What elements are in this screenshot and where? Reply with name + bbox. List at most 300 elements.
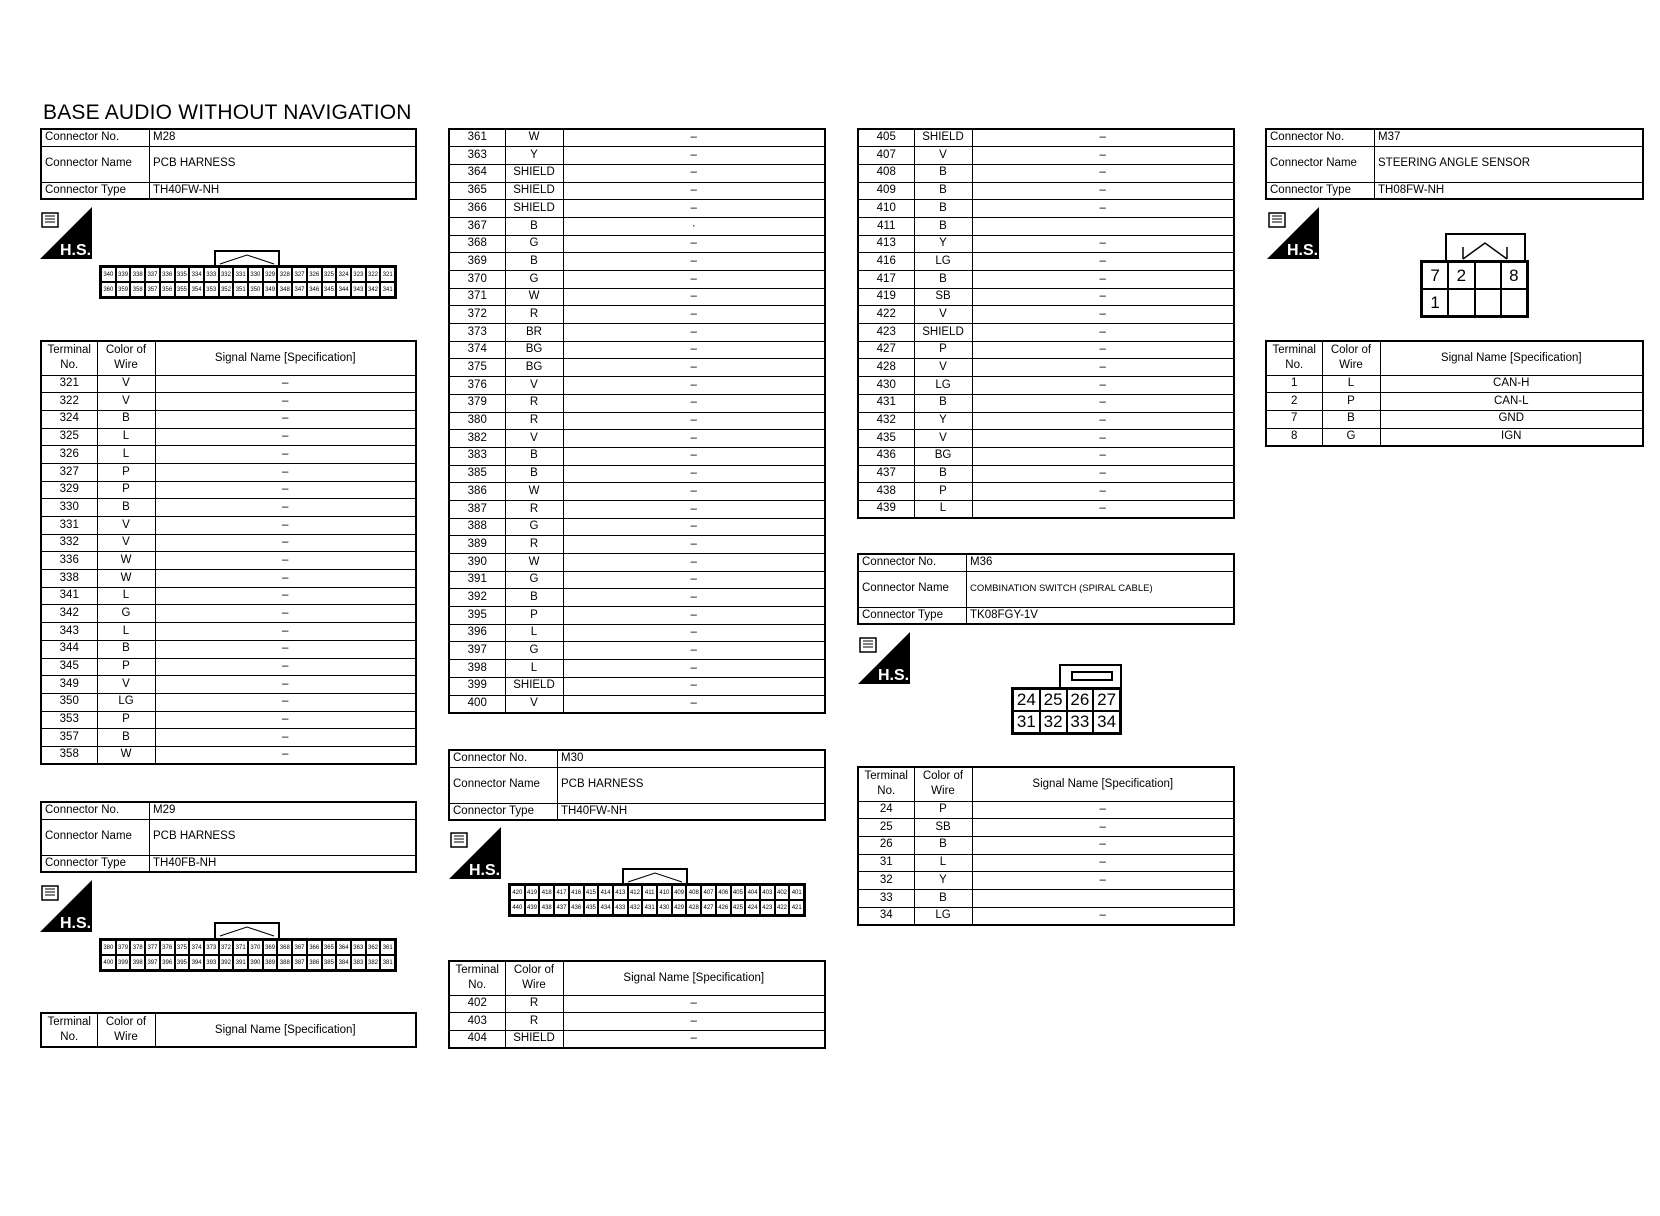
table-row <box>449 660 825 678</box>
connector-name-value: PCB HARNESS <box>150 146 417 182</box>
pin-cavity: 419 <box>525 885 540 900</box>
pin-table-m28 <box>40 340 417 765</box>
table-row <box>41 499 416 517</box>
signal-name-cell: – <box>972 147 1234 165</box>
pin-cavity: 372 <box>219 940 234 955</box>
table-row <box>1266 375 1643 393</box>
table-row <box>449 271 825 289</box>
signal-name-cell: – <box>563 324 825 342</box>
table-row <box>858 306 1234 324</box>
pin-cavity: 405 <box>731 885 746 900</box>
table-row <box>858 854 1234 872</box>
pin-cavity: 424 <box>745 900 760 915</box>
pin-cavity: 326 <box>307 267 322 282</box>
pin-cavity: 440 <box>510 900 525 915</box>
table-row <box>41 410 416 428</box>
pin-cavity: 356 <box>160 282 175 297</box>
signal-name-cell: – <box>155 676 416 694</box>
svg-text:H.S.: H.S. <box>469 862 501 879</box>
pin-cavity: 327 <box>292 267 307 282</box>
terminal-no-cell: 402 <box>449 995 505 1013</box>
pin-cavity: 343 <box>351 282 366 297</box>
pin-cavity: 426 <box>716 900 731 915</box>
pin-cavity: 380 <box>101 940 116 955</box>
pin-cavity: 344 <box>336 282 351 297</box>
terminal-no-cell: 410 <box>858 200 914 218</box>
table-row <box>858 359 1234 377</box>
terminal-no-cell: 396 <box>449 624 505 642</box>
terminal-no-cell: 413 <box>858 235 914 253</box>
terminal-no-cell: 321 <box>41 375 97 393</box>
table-row <box>858 217 1234 235</box>
signal-name-cell: – <box>563 359 825 377</box>
wire-color-cell: B <box>914 182 972 200</box>
terminal-no-cell: 405 <box>858 129 914 147</box>
wire-color-cell: V <box>914 430 972 448</box>
signal-name-cell: – <box>972 306 1234 324</box>
wire-color-cell: P <box>97 463 155 481</box>
wire-color-cell: P <box>97 658 155 676</box>
pin-row <box>1013 689 1120 711</box>
terminal-no-cell: 34 <box>858 907 914 925</box>
table-row <box>449 164 825 182</box>
terminal-no-cell: 8 <box>1266 428 1322 446</box>
signal-name-cell: – <box>972 288 1234 306</box>
signal-name-cell: – <box>972 341 1234 359</box>
wire-color-cell: Y <box>914 235 972 253</box>
terminal-no-cell: 379 <box>449 394 505 412</box>
terminal-no-cell: 7 <box>1266 410 1322 428</box>
signal-name-cell: – <box>972 235 1234 253</box>
color-of-wire-header: Color of Wire <box>97 341 155 375</box>
signal-name-cell: – <box>563 164 825 182</box>
connector-no-value: M29 <box>150 802 417 819</box>
table-row <box>858 271 1234 289</box>
pin-cavity: 375 <box>175 940 190 955</box>
signal-name-cell: – <box>972 164 1234 182</box>
terminal-no-cell: 417 <box>858 271 914 289</box>
signal-name-cell: – <box>563 695 825 713</box>
pin-cavity: 434 <box>598 900 613 915</box>
table-row <box>858 324 1234 342</box>
pin-cavity: 409 <box>672 885 687 900</box>
signal-name-cell: – <box>972 447 1234 465</box>
signal-name-cell: – <box>155 428 416 446</box>
table-row <box>449 500 825 518</box>
table-row <box>858 483 1234 501</box>
wire-color-cell: BG <box>505 359 563 377</box>
table-row <box>858 341 1234 359</box>
wire-color-cell: B <box>914 836 972 854</box>
wire-color-cell: V <box>97 534 155 552</box>
signal-name-cell: – <box>155 463 416 481</box>
pin-cavity: 435 <box>584 900 599 915</box>
pin-row <box>101 955 395 970</box>
signal-name-cell: – <box>563 200 825 218</box>
wire-color-cell: LG <box>914 907 972 925</box>
signal-name-cell: – <box>563 377 825 395</box>
connector-lock-m28 <box>214 250 280 266</box>
terminal-no-cell: 375 <box>449 359 505 377</box>
table-row <box>41 693 416 711</box>
wire-color-cell: V <box>505 430 563 448</box>
connector-name-label: Connector Name <box>41 146 150 182</box>
connector-type-value: TK08FGY-1V <box>967 607 1235 624</box>
wire-color-cell: SHIELD <box>914 129 972 147</box>
connector-type-value: TH40FW-NH <box>150 182 417 199</box>
wire-color-cell: SHIELD <box>505 164 563 182</box>
terminal-no-cell: 416 <box>858 253 914 271</box>
wire-color-cell: LG <box>97 693 155 711</box>
wire-color-cell: SHIELD <box>505 1030 563 1048</box>
signal-name-cell: – <box>972 129 1234 147</box>
pin-cavity: 325 <box>322 267 337 282</box>
terminal-no-cell: 430 <box>858 377 914 395</box>
wire-color-cell: G <box>505 271 563 289</box>
wire-color-cell: B <box>914 271 972 289</box>
pin-cavity: 391 <box>233 955 248 970</box>
connector-face-m29 <box>99 938 397 972</box>
terminal-no-cell: 327 <box>41 463 97 481</box>
connector-type-value: TH08FW-NH <box>1375 182 1644 199</box>
signal-name-cell: – <box>972 819 1234 837</box>
signal-name-cell: – <box>563 271 825 289</box>
pin-cavity: 429 <box>672 900 687 915</box>
wire-color-cell: LG <box>914 377 972 395</box>
signal-name-cell: – <box>563 341 825 359</box>
terminal-no-cell: 349 <box>41 676 97 694</box>
signal-name-cell: – <box>972 500 1234 518</box>
terminal-no-cell: 33 <box>858 889 914 907</box>
terminal-no-cell: 428 <box>858 359 914 377</box>
terminal-no-cell: 431 <box>858 394 914 412</box>
page-title: BASE AUDIO WITHOUT NAVIGATION <box>43 101 412 124</box>
hs-icon <box>858 632 910 684</box>
connector-lock-m36 <box>1059 664 1122 688</box>
signal-name-cell: – <box>972 430 1234 448</box>
signal-name-cell: – <box>972 359 1234 377</box>
terminal-no-cell: 389 <box>449 536 505 554</box>
signal-name-cell: – <box>972 182 1234 200</box>
wire-color-cell: V <box>97 676 155 694</box>
table-row <box>449 554 825 572</box>
signal-name-cell: – <box>972 465 1234 483</box>
wire-color-cell: B <box>505 447 563 465</box>
pin-table-m37 <box>1265 340 1644 447</box>
wire-color-cell: B <box>505 217 563 235</box>
pin-cavity: 396 <box>160 955 175 970</box>
signal-name-cell: – <box>563 642 825 660</box>
table-row <box>449 200 825 218</box>
signal-name-cell: – <box>563 607 825 625</box>
pin-cavity: 432 <box>628 900 643 915</box>
table-row <box>41 729 416 747</box>
pin-cavity: 322 <box>366 267 381 282</box>
table-row <box>449 589 825 607</box>
connector-type-value: TH40FW-NH <box>558 803 826 820</box>
pin-cavity: 360 <box>101 282 116 297</box>
table-row <box>858 872 1234 890</box>
pin-cavity: 425 <box>731 900 746 915</box>
pin-cavity: 412 <box>628 885 643 900</box>
terminal-no-cell: 372 <box>449 306 505 324</box>
pin-cavity: 373 <box>204 940 219 955</box>
hs-icon <box>1267 207 1319 259</box>
signal-name-cell: – <box>563 288 825 306</box>
wire-color-cell: W <box>97 570 155 588</box>
pin-cavity: 346 <box>307 282 322 297</box>
pin-cavity: 377 <box>145 940 160 955</box>
signal-name-cell: – <box>563 235 825 253</box>
connector-face-m36 <box>1011 687 1122 735</box>
pin-cavity: 339 <box>116 267 131 282</box>
pin-cavity: 321 <box>380 267 395 282</box>
pin-cavity: 427 <box>701 900 716 915</box>
hs-icon <box>449 827 501 879</box>
connector-name-value: PCB HARNESS <box>150 819 417 855</box>
signal-name-cell: – <box>563 129 825 147</box>
pin-cavity: 398 <box>130 955 145 970</box>
wire-color-cell: W <box>505 129 563 147</box>
wire-color-cell: R <box>505 1013 563 1031</box>
connector-type-label: Connector Type <box>1266 182 1375 199</box>
table-row <box>449 129 825 147</box>
table-row <box>858 889 1234 907</box>
terminal-no-cell: 357 <box>41 729 97 747</box>
pin-table-m29 <box>448 128 826 714</box>
pin-table-m36 <box>857 766 1235 926</box>
table-row <box>858 500 1234 518</box>
table-row <box>1266 393 1643 411</box>
wire-color-cell: V <box>97 393 155 411</box>
wire-color-cell: L <box>505 660 563 678</box>
terminal-no-cell: 411 <box>858 217 914 235</box>
pin-cavity: 353 <box>204 282 219 297</box>
terminal-no-cell: 404 <box>449 1030 505 1048</box>
pin-cavity: 400 <box>101 955 116 970</box>
table-row <box>41 481 416 499</box>
table-row <box>41 746 416 764</box>
connector-lock-m30 <box>622 868 688 884</box>
signal-name-cell: – <box>155 605 416 623</box>
terminal-no-cell: 409 <box>858 182 914 200</box>
terminal-no-cell: 432 <box>858 412 914 430</box>
signal-name-header: Signal Name [Specification] <box>155 1013 416 1047</box>
signal-name-cell: – <box>155 640 416 658</box>
terminal-no-cell: 367 <box>449 217 505 235</box>
connector-m28 <box>40 128 417 200</box>
terminal-no-cell: 397 <box>449 642 505 660</box>
pin-cavity: 378 <box>130 940 145 955</box>
terminal-no-cell: 361 <box>449 129 505 147</box>
pin-cavity <box>1501 289 1527 316</box>
signal-name-cell: – <box>155 658 416 676</box>
wire-color-cell: P <box>914 801 972 819</box>
pin-cavity <box>1475 289 1501 316</box>
pin-cavity: 32 <box>1040 711 1067 733</box>
terminal-no-header: Terminal No. <box>858 767 914 801</box>
signal-name-cell: – <box>563 1030 825 1048</box>
table-row <box>858 447 1234 465</box>
terminal-no-cell: 342 <box>41 605 97 623</box>
connector-no-label: Connector No. <box>858 554 967 571</box>
pin-cavity: 403 <box>760 885 775 900</box>
wire-color-cell: L <box>914 854 972 872</box>
pin-cavity: 411 <box>642 885 657 900</box>
wire-color-cell: SHIELD <box>505 677 563 695</box>
signal-name-cell: – <box>155 570 416 588</box>
terminal-no-cell: 399 <box>449 677 505 695</box>
pin-cavity: 408 <box>686 885 701 900</box>
table-row <box>449 412 825 430</box>
connector-no-label: Connector No. <box>449 750 558 767</box>
connector-lock-m29 <box>214 922 280 938</box>
pin-cavity: 335 <box>175 267 190 282</box>
table-row <box>858 377 1234 395</box>
table-row <box>449 430 825 448</box>
table-row <box>858 819 1234 837</box>
pin-cavity: 399 <box>116 955 131 970</box>
wire-color-cell: SB <box>914 819 972 837</box>
pin-cavity: 393 <box>204 955 219 970</box>
table-row <box>449 447 825 465</box>
pin-cavity: 371 <box>233 940 248 955</box>
connector-m36 <box>857 553 1235 625</box>
pin-cavity: 2 <box>1448 262 1474 289</box>
wire-color-cell: B <box>914 889 972 907</box>
pin-cavity: 397 <box>145 955 160 970</box>
signal-name-cell: – <box>972 854 1234 872</box>
pin-table-m30-cont <box>857 128 1235 519</box>
signal-name-cell: – <box>155 729 416 747</box>
table-row <box>449 995 825 1013</box>
signal-name-cell: – <box>972 394 1234 412</box>
wire-color-cell: SB <box>914 288 972 306</box>
terminal-no-cell: 1 <box>1266 375 1322 393</box>
pin-row <box>510 885 804 900</box>
wire-color-cell: R <box>505 500 563 518</box>
terminal-no-cell: 365 <box>449 182 505 200</box>
table-row <box>449 341 825 359</box>
terminal-no-cell: 324 <box>41 410 97 428</box>
connector-no-value: M37 <box>1375 129 1644 146</box>
wire-color-cell: P <box>97 711 155 729</box>
pin-cavity: 390 <box>248 955 263 970</box>
pin-cavity: 415 <box>584 885 599 900</box>
signal-name-cell: – <box>155 446 416 464</box>
table-row <box>41 393 416 411</box>
terminal-no-cell: 32 <box>858 872 914 890</box>
terminal-no-cell: 329 <box>41 481 97 499</box>
connector-type-label: Connector Type <box>41 182 150 199</box>
pin-cavity: 338 <box>130 267 145 282</box>
pin-cavity: 384 <box>336 955 351 970</box>
signal-name-cell: – <box>563 412 825 430</box>
pin-cavity: 342 <box>366 282 381 297</box>
pin-cavity: 421 <box>789 900 804 915</box>
table-row <box>41 658 416 676</box>
svg-text:H.S.: H.S. <box>60 242 92 259</box>
pin-cavity: 355 <box>175 282 190 297</box>
pin-cavity: 33 <box>1067 711 1094 733</box>
wire-color-cell: BG <box>505 341 563 359</box>
terminal-no-cell: 344 <box>41 640 97 658</box>
wire-color-cell: L <box>97 428 155 446</box>
signal-name-cell: – <box>563 660 825 678</box>
wire-color-cell: R <box>505 412 563 430</box>
table-row <box>449 359 825 377</box>
connector-m30 <box>448 749 826 821</box>
terminal-no-cell: 2 <box>1266 393 1322 411</box>
wire-color-cell: B <box>914 200 972 218</box>
pin-cavity: 438 <box>539 900 554 915</box>
pin-cavity: 8 <box>1501 262 1527 289</box>
wire-color-cell: L <box>97 623 155 641</box>
pin-row <box>1422 262 1527 289</box>
signal-name-header: Signal Name [Specification] <box>972 767 1234 801</box>
wire-color-cell: P <box>1322 393 1380 411</box>
table-row <box>449 642 825 660</box>
signal-name-cell: – <box>563 1013 825 1031</box>
pin-cavity: 330 <box>248 267 263 282</box>
signal-name-cell: – <box>563 589 825 607</box>
terminal-no-cell: 376 <box>449 377 505 395</box>
connector-name-label: Connector Name <box>858 571 967 607</box>
pin-cavity: 366 <box>307 940 322 955</box>
pin-cavity: 352 <box>219 282 234 297</box>
terminal-no-cell: 374 <box>449 341 505 359</box>
svg-text:H.S.: H.S. <box>1287 242 1319 259</box>
table-row <box>449 377 825 395</box>
signal-name-cell: – <box>563 147 825 165</box>
terminal-no-cell: 336 <box>41 552 97 570</box>
table-row <box>1266 410 1643 428</box>
signal-name-cell: – <box>563 624 825 642</box>
pin-table-m30 <box>448 960 826 1049</box>
wire-color-cell: B <box>97 499 155 517</box>
table-row <box>858 288 1234 306</box>
signal-name-cell: – <box>563 500 825 518</box>
pin-cavity: 324 <box>336 267 351 282</box>
signal-name-cell: – <box>155 517 416 535</box>
table-row <box>41 711 416 729</box>
connector-no-label: Connector No. <box>1266 129 1375 146</box>
pin-cavity: 31 <box>1013 711 1040 733</box>
pin-cavity: 402 <box>775 885 790 900</box>
table-row <box>858 200 1234 218</box>
signal-name-cell: – <box>563 571 825 589</box>
color-of-wire-header: Color of Wire <box>914 767 972 801</box>
wire-color-cell: BR <box>505 324 563 342</box>
wire-color-cell: R <box>505 995 563 1013</box>
terminal-no-cell: 423 <box>858 324 914 342</box>
pin-cavity: 376 <box>160 940 175 955</box>
pin-cavity: 364 <box>336 940 351 955</box>
terminal-no-cell: 382 <box>449 430 505 448</box>
signal-name-cell: – <box>155 693 416 711</box>
connector-info-m28 <box>40 128 417 200</box>
pin-cavity: 439 <box>525 900 540 915</box>
connector-type-label: Connector Type <box>858 607 967 624</box>
table-row <box>449 1030 825 1048</box>
wire-color-cell: Y <box>914 872 972 890</box>
table-row <box>41 463 416 481</box>
table-row <box>449 518 825 536</box>
terminal-no-header: Terminal No. <box>1266 341 1322 375</box>
connector-face-m30 <box>508 883 806 917</box>
pin-cavity: 363 <box>351 940 366 955</box>
signal-name-cell: – <box>155 375 416 393</box>
